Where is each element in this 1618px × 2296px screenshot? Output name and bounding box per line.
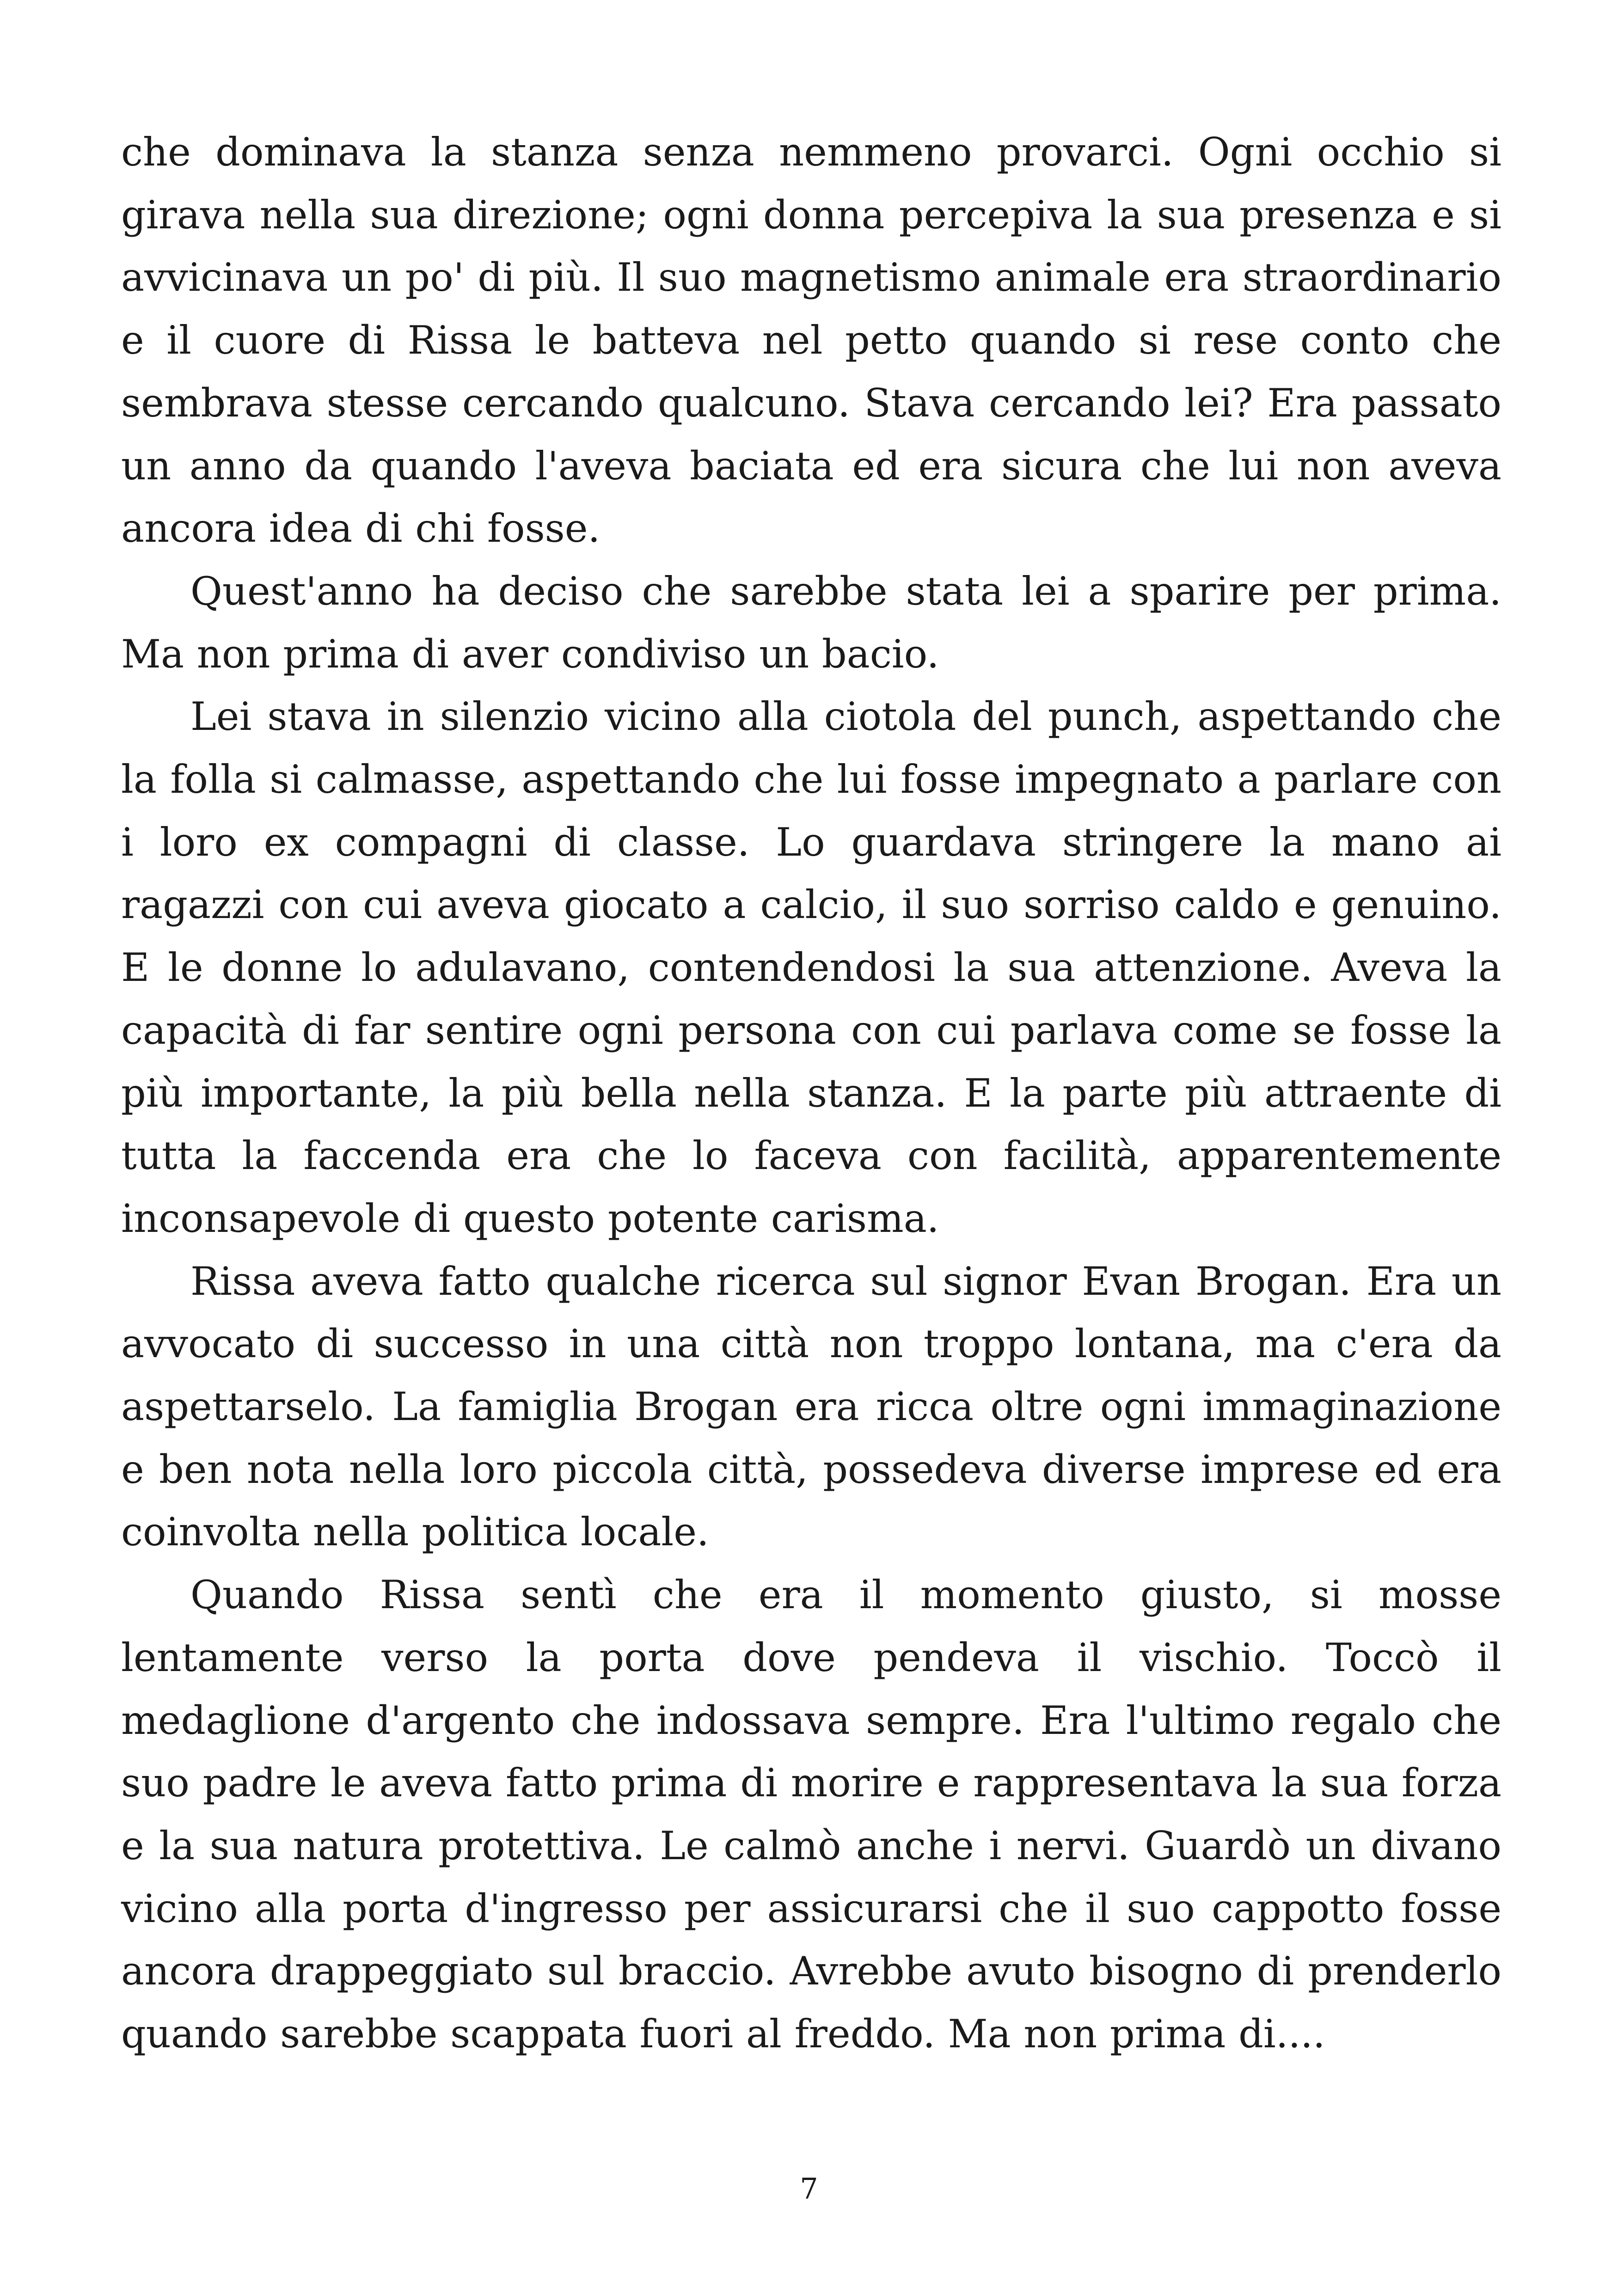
paragraph-1: che dominava la stanza senza nemmeno provarci. Ogni occhio si girava nella sua direzione; ogni donna percepiva la sua presenza e si avvicinava un po' di più. Il suo magnetismo animale era straordinario e il cuore di Rissa le batteva nel petto quando si rese conto che sembrava stesse cercando qualcuno. Stava cercando lei? Era passato un anno da quando l'aveva baciata ed era sicura che lui non aveva ancora idea di chi fosse. — [121, 129, 1502, 551]
body-text — [121, 121, 1502, 2066]
paragraph-2: Quest'anno ha deciso che sarebbe stata lei a sparire per prima. Ma non prima di aver condiviso un bacio. — [121, 568, 1502, 677]
paragraph-4: Rissa aveva fatto qualche ricerca sul signor Evan Brogan. Era un avvocato di successo in una città non troppo lontana, ma c'era da aspettarselo. La famiglia Brogan era ricca oltre ogni immaginazione e ben nota nella loro piccola città, possedeva diverse imprese ed era coinvolta nella politica locale. — [121, 1258, 1502, 1555]
paragraph-5: Quando Rissa sentì che era il momento giusto, si mosse lentamente verso la porta dove pendeva il vischio. Toccò il medaglione d'argento che indossava sempre. Era l'ultimo regalo che suo padre le aveva fatto prima di morire e rappresentava la sua forza e la sua natura protettiva. Le calmò anche i nervi. Guardò un divano vicino alla porta d'ingresso per assicurarsi che il suo cappotto fosse ancora drappeggiato sul braccio. Avrebbe avuto bisogno di prenderlo quando sarebbe scappata fuori al freddo. Ma non prima di.... — [121, 1572, 1502, 2057]
page-number: 7 — [800, 2172, 818, 2205]
paragraph-3: Lei stava in silenzio vicino alla ciotola del punch, aspettando che la folla si calmasse, aspettando che lui fosse impegnato a parlare con i loro ex compagni di classe. Lo guardava stringere la mano ai ragazzi con cui aveva giocato a calcio, il suo sorriso caldo e genuino. E le donne lo adulavano, contendendosi la sua attenzione. Aveva la capacità di far sentire ogni persona con cui parlava come se fosse la più importante, la più bella nella stanza. E la parte più attraente di tutta la faccenda era che lo faceva con facilità, apparentemente inconsapevole di questo potente carisma. — [121, 694, 1502, 1241]
